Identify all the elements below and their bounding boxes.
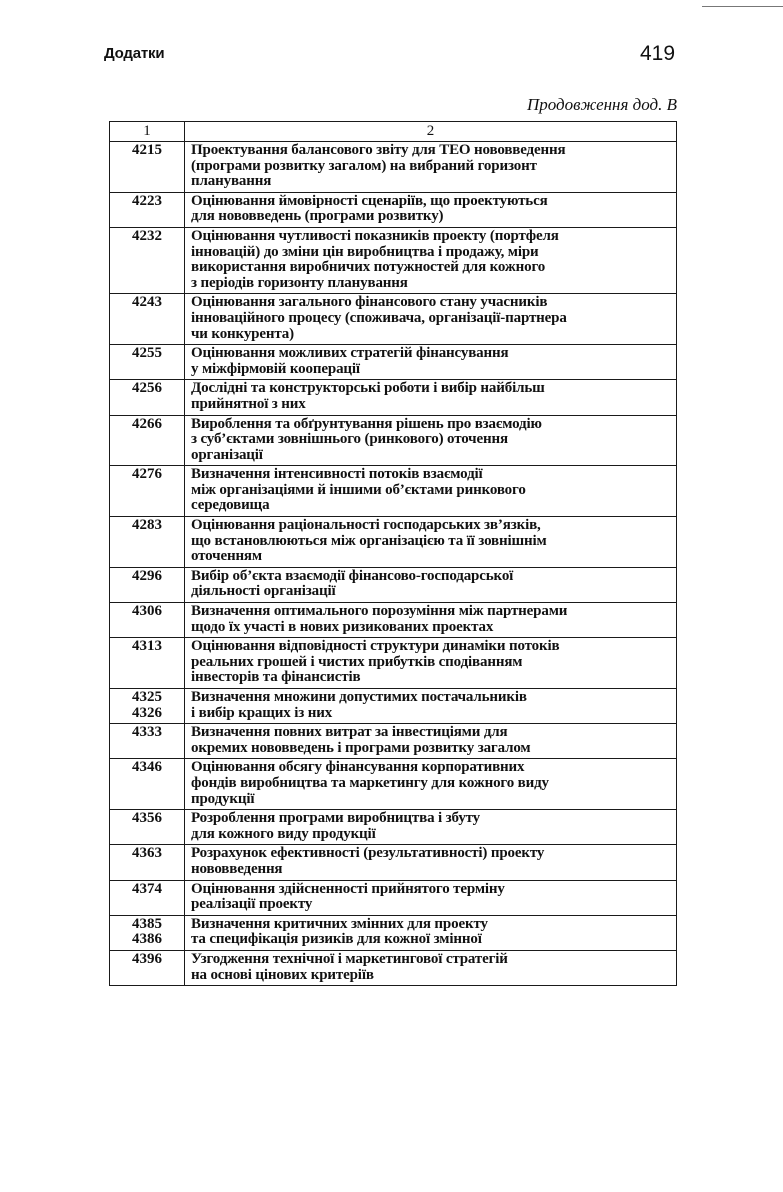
row-code bbox=[110, 227, 185, 293]
row-code bbox=[110, 567, 185, 602]
row-code-value: 4223 bbox=[132, 192, 162, 209]
row-code-value: 4266 bbox=[132, 415, 162, 432]
corner-rule bbox=[702, 6, 783, 7]
row-code bbox=[110, 810, 185, 845]
table-row bbox=[110, 142, 677, 193]
row-code-value: 4325 bbox=[132, 689, 162, 705]
row-description: Оцінювання чутливості показників проекту (портфеля інновацій) до зміни цін виробництва і продажу, міри використання виробничих потужностей для кожного з періодів горизонту планування bbox=[185, 227, 677, 293]
row-code-value: 4385 bbox=[132, 915, 162, 932]
row-description: Вироблення та обґрунтування рішень про взаємодію з суб’єктами зовнішнього (ринкового) оточення організації bbox=[185, 415, 677, 466]
row-code-value: 4296 bbox=[132, 567, 162, 584]
row-code-value: 4255 bbox=[132, 345, 162, 362]
row-code bbox=[110, 845, 185, 880]
row-code-value: 4326 bbox=[132, 704, 162, 721]
row-description: Оцінювання можливих стратегій фінансування у міжфірмовій кооперації bbox=[185, 345, 677, 380]
row-description: Дослідні та конструкторські роботи і вибір найбільш прийнятної з них bbox=[185, 380, 677, 415]
table-row bbox=[110, 689, 677, 724]
row-code-value: 4243 bbox=[132, 294, 162, 311]
row-code bbox=[110, 603, 185, 638]
row-code-value: 4306 bbox=[132, 603, 162, 620]
table-row bbox=[110, 466, 677, 517]
table-row bbox=[110, 845, 677, 880]
row-code bbox=[110, 415, 185, 466]
column-header-code: 1 bbox=[110, 122, 185, 142]
row-description: Оцінювання ймовірності сценаріїв, що проектуються для нововведень (програми розвитку) bbox=[185, 192, 677, 227]
row-description: Розрахунок ефективності (результативності) проекту нововведення bbox=[185, 845, 677, 880]
row-description: Визначення множини допустимих постачальників і вибір кращих із них bbox=[185, 689, 677, 724]
table-row bbox=[110, 227, 677, 293]
table-row bbox=[110, 294, 677, 345]
row-code bbox=[110, 142, 185, 193]
row-code-value: 4356 bbox=[132, 810, 162, 827]
row-code bbox=[110, 517, 185, 568]
row-code bbox=[110, 294, 185, 345]
row-description: Оцінювання здійсненності прийнятого терміну реалізації проекту bbox=[185, 880, 677, 915]
row-code bbox=[110, 689, 185, 724]
row-description: Визначення інтенсивності потоків взаємодії між організаціями й іншими об’єктами ринкового середовища bbox=[185, 466, 677, 517]
row-code-value: 4386 bbox=[132, 931, 162, 948]
row-description: Оцінювання обсягу фінансування корпоративних фондів виробництва та маркетингу для кожного виду продукції bbox=[185, 759, 677, 810]
row-description: Розроблення програми виробництва і збуту для кожного виду продукції bbox=[185, 810, 677, 845]
row-code-value: 4232 bbox=[132, 227, 162, 244]
row-code-value: 4313 bbox=[132, 638, 162, 655]
row-code-value: 4396 bbox=[132, 950, 162, 967]
row-code bbox=[110, 724, 185, 759]
row-code-value: 4374 bbox=[132, 880, 162, 897]
table-row bbox=[110, 380, 677, 415]
row-code bbox=[110, 880, 185, 915]
row-description: Оцінювання раціональності господарських зв’язків, що встановлюються між організацією та її зовнішнім оточенням bbox=[185, 517, 677, 568]
table-row bbox=[110, 415, 677, 466]
row-code bbox=[110, 638, 185, 689]
row-description: Вибір об’єкта взаємодії фінансово-господарської діяльності організації bbox=[185, 567, 677, 602]
row-code-value: 4215 bbox=[132, 142, 162, 158]
table-row bbox=[110, 759, 677, 810]
table-row bbox=[110, 567, 677, 602]
row-code-value: 4283 bbox=[132, 517, 162, 534]
table-row bbox=[110, 724, 677, 759]
row-code bbox=[110, 915, 185, 950]
running-head: Додатки bbox=[104, 45, 165, 62]
page-number: 419 bbox=[640, 42, 676, 65]
row-code bbox=[110, 759, 185, 810]
row-code bbox=[110, 380, 185, 415]
table-header-row bbox=[110, 122, 677, 142]
table-row bbox=[110, 880, 677, 915]
row-description: Оцінювання відповідності структури динаміки потоків реальних грошей і чистих прибутків сподіванням інвесторів та фінансистів bbox=[185, 638, 677, 689]
row-description: Узгодження технічної і маркетингової стратегій на основі цінових критеріїв bbox=[185, 950, 677, 985]
row-description: Визначення критичних змінних для проекту та специфікація ризиків для кожної змінної bbox=[185, 915, 677, 950]
row-code bbox=[110, 345, 185, 380]
table-continuation-caption: Продовження дод. В bbox=[526, 95, 677, 114]
row-code-value: 4346 bbox=[132, 759, 162, 776]
table-row bbox=[110, 638, 677, 689]
row-code bbox=[110, 466, 185, 517]
row-description: Визначення повних витрат за інвестиціями для окремих нововведень і програми розвитку загалом bbox=[185, 724, 677, 759]
table-row bbox=[110, 517, 677, 568]
table-row bbox=[110, 603, 677, 638]
table-row bbox=[110, 345, 677, 380]
row-description: Оцінювання загального фінансового стану учасників інноваційного процесу (споживача, організації-партнера чи конкурента) bbox=[185, 294, 677, 345]
appendix-table bbox=[109, 121, 677, 986]
table-row bbox=[110, 915, 677, 950]
column-header-description: 2 bbox=[185, 122, 677, 142]
table-row bbox=[110, 950, 677, 985]
row-description: Проектування балансового звіту для ТЕО нововведення (програми розвитку загалом) на вибраний горизонт планування bbox=[185, 142, 677, 193]
table-row bbox=[110, 192, 677, 227]
row-code bbox=[110, 192, 185, 227]
row-code-value: 4363 bbox=[132, 845, 162, 862]
table-body bbox=[110, 142, 677, 986]
row-code bbox=[110, 950, 185, 985]
table-row bbox=[110, 810, 677, 845]
row-code-value: 4256 bbox=[132, 380, 162, 397]
row-code-value: 4333 bbox=[132, 724, 162, 741]
row-description: Визначення оптимального порозуміння між партнерами щодо їх участі в нових ризикованих проектах bbox=[185, 603, 677, 638]
row-code-value: 4276 bbox=[132, 466, 162, 483]
